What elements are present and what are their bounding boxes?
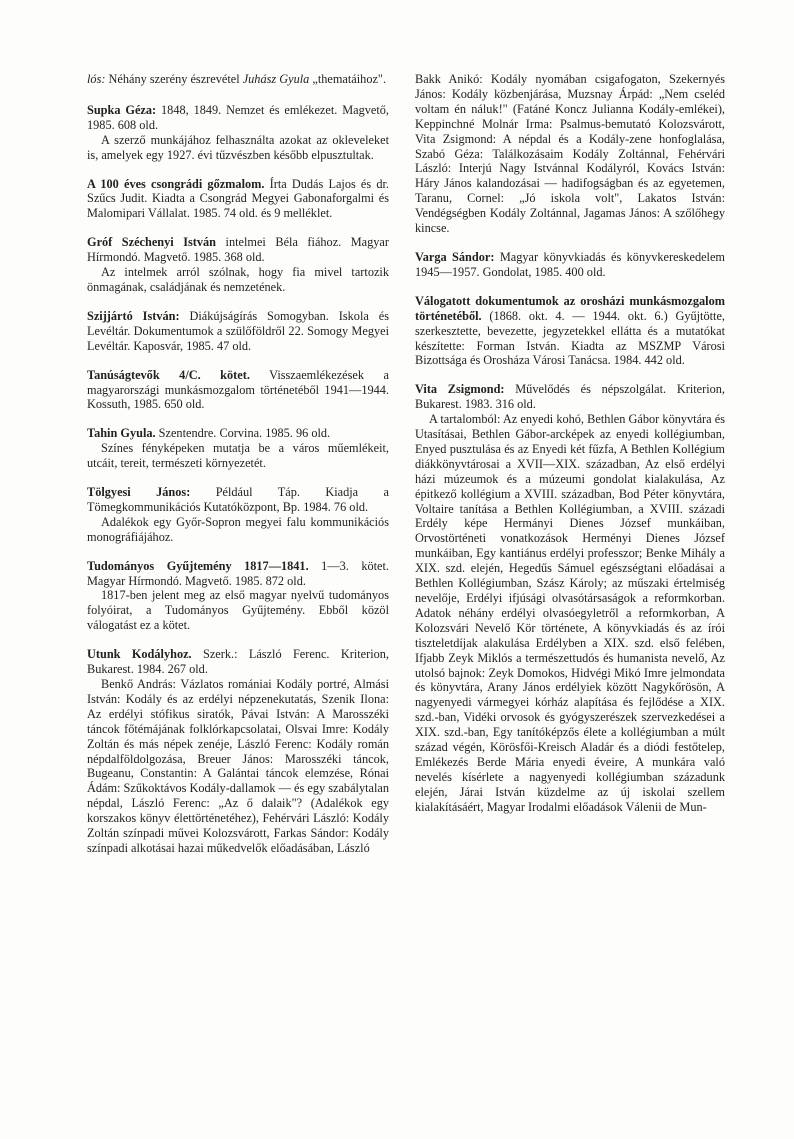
author-name: lós: (87, 72, 106, 86)
entry-continuation (415, 72, 725, 236)
entry-body: 1848, 1849. Nemzet és emlékezet. Magvető, 1985. 608 old. (87, 102, 389, 132)
entry-heading: A 100 éves csongrádi gőzmalom. (87, 176, 265, 191)
entry-heading: Gróf Széchenyi István (87, 235, 217, 250)
bibliography-entry (415, 250, 725, 280)
entry-body: 1—3. kötet. Magyar Hírmondó. Magvető. 1985. 872 old. (87, 558, 390, 588)
entry-annotation: Benkő András: Vázlatos romániai Kodály portré, Almási István: Kodály és az erdélyi népzenekutatás, Szenik Ilona: Az erdélyi stófikus siratók, Pávai István: A Marosszéki táncok főtémájának folklórkapcsolatai, Olsvai Imre: Kodály Zoltán és más népek zenéje, László Ferenc: Kodály román népdalföldolgozása, Breuer János: Marosszéki táncok, Bugeanu, Constantin: A Galántai táncok elemzése, Rónai Ádám: Szűkoktávos Kodály-dallamok — és egy szabálytalan népdal, László Ferenc: „Az ő dalaik"? (Adalékok egy korszakos könyv élettörténetéhez), Fehérvári László: Kodály Zoltán színpadi művei Kolozsvárott, Farkas Sándor: Kodály színpadi alkotásai hazai műkedvelők előadásában, László (87, 677, 389, 855)
entry-annotation: Az intelmek arról szólnak, hogy fia mivel tartozik önmagának, családjának és nemzetének. (87, 265, 389, 294)
bibliography-entry (87, 309, 389, 354)
bibliography-entry (87, 647, 389, 856)
entry-body: Diákújságírás Somogyban. Iskola és Levéltár. Dokumentumok a szülőföldről 22. Somogy Megyei Levéltár. Kaposvár, 1985. 47 old. (87, 308, 389, 353)
entry-annotation: 1817-ben jelent meg az első magyar nyelvű tudományos folyóirat, a Tudományos Gyűjtemény. Ebből közöl válogatást ez a kötet. (87, 588, 389, 633)
entry-heading: Tudományos Gyűjtemény 1817—1841. (87, 558, 309, 573)
entry-text: Néhány szerény észrevétel (105, 72, 243, 86)
entry-annotation: A szerző munkájához felhasználta azokat az okleveleket is, amelyek egy 1927. évi tűzvészben később elpusztultak. (87, 132, 389, 162)
bibliography-entry (415, 382, 725, 814)
entry-body: (1868. okt. 4. — 1944. okt. 6.) Gyűjtötte, szerkesztette, bevezette, jegyzetekkel ellátta és a mutatókat készítette: Forman István. Kiadta az MSZMP Városi Bizottsága és Orosháza Városi Tanácsa. 1984. 442 old. (415, 308, 725, 368)
bibliography-entry (87, 559, 389, 634)
entry-heading: Varga Sándor: (415, 249, 495, 264)
entry-annotation: Adalékok egy Győr-Sopron megyei falu kommunikációs monográfiájához. (87, 514, 389, 544)
bibliography-entry (415, 294, 725, 369)
bibliography-entry (87, 485, 389, 545)
entry-body: intelmei Béla fiához. Magyar Hírmondó. Magvető. 1985. 368 old. (87, 235, 389, 265)
entry-heading: Utunk Kodályhoz. (87, 647, 192, 662)
entry-body: Művelődés és népszolgálat. Kriterion, Bukarest. 1983. 316 old. (415, 382, 725, 412)
entry-body: Magyar könyvkiadás és könyvkereskedelem 1945—1957. Gondolat, 1985. 400 old. (415, 249, 725, 279)
author-name: Juhász Gyula (242, 72, 310, 86)
entry-heading: Supka Géza: (87, 102, 157, 117)
entry-annotation: Színes fényképeken mutatja be a város műemlékeit, utcáit, tereit, természeti környezetét. (87, 441, 389, 471)
entry-heading: Tahin Gyula. (87, 426, 156, 441)
entry-text: „thematáihoz". (309, 72, 387, 86)
entry-body: Szerk.: László Ferenc. Kriterion, Bukarest. 1984. 267 old. (87, 647, 389, 677)
bibliography-entry (87, 235, 389, 295)
entry-heading: Válogatott dokumentumok az orosházi munkásmozgalom történetéből. (415, 293, 725, 323)
entry-heading: Vita Zsigmond: (415, 382, 505, 397)
entry-heading: Szijjártó István: (87, 308, 180, 323)
bibliography-entry (87, 103, 389, 163)
bibliography-entry (87, 368, 389, 413)
entry-body: Visszaemlékezések a magyarországi munkásmozgalom történetéből 1941—1944. Kossuth, 1985. 650 old. (87, 367, 389, 412)
entry-body: Szentendre. Corvina. 1985. 96 old. (155, 426, 331, 441)
entry-heading: Tölgyesi János: (87, 485, 191, 500)
right-column (415, 72, 725, 829)
entry-heading: Tanúságtevők 4/C. kötet. (87, 367, 250, 382)
entry-continuation (87, 72, 389, 87)
bibliography-entry (87, 177, 389, 222)
entry-body: Írta Dudás Lajos és dr. Szűcs Judit. Kiadta a Csongrád Megyei Gabonaforgalmi és Malomipari Vállalat. 1985. 74 old. és 9 melléklet. (87, 176, 389, 221)
bibliography-entry (87, 426, 389, 471)
left-column (87, 72, 389, 870)
entry-annotation: A tartalomból: Az enyedi kohó, Bethlen Gábor könyvtára és Utasításai, Bethlen Gábor-arcképek az enyedi kollégiumban, Enyed pusztulása és az Enyedi két fűzfa, A Bethlen Kollégium diákkönyvtárosai a XVII—XIX. században, Az első erdélyi házi múzeumok és a múzeumi gondolat kialakulása, Az épitkező kollégium a XVIII. században, Bod Péter könyvtára, Voltaire tanítása a Bethlen Kollégiumban, a XVIII. századi Erdély képe Hermányi Dienes József munkáiban, Orvostörténeti vonatkozások Herményi Dienes József munkáiban, Egy kantiánus erdélyi professzor; Benke Mihály a XIX. szd. elején, Hegedűs Sámuel egészségtani előadásai a Bethlen Kollégiumban, Szász Károly; az műszaki értelmiség nevelője, Erdélyi ifjúsági olvasótársaságok a reformkorban. Adatok néhány erdélyi olvasóegyletről a reformkorban, A Kolozsvári Nevelő Kör története, A könyvkiadás és az írói tiszteletdíjak alakulása Erdélyben a XIX. szd. első felében, Ifjabb Zeyk Miklós a természettudós és humanista nevelő, Az utolsó bajnok: Zeyk Domokos, Hidvégi Mikó Imre jelmondata és könyvtára, Arany János erdélyiek között Nagykőrösön, A nagyenyedi vármegyei kórház alapítása és fejlődése a XIX. szd.-ban, Vidéki orvosok és gyógyszerészek szervezkedései a XIX. szd.-ban, Egy tanítóképzős élete a kollégiumban a múlt század végén, Körösfői-Kreisch Aladár és a diódi festőtelep, Emlékezés Berde Mária enyedi éveire, A munkára való nevelés kísérlete a nagyenyedi kollégiumban századunk elején, Járai István küzdelme az új iskolai szellem kialakításáért, Magyar Irodalmi előadások Válenii de Mun- (415, 412, 725, 814)
entry-body: Például Táp. Kiadja a Tömegkommunikációs Kutatóközpont, Bp. 1984. 76 old. (87, 485, 389, 514)
entry-annotation: Bakk Anikó: Kodály nyomában csigafogaton, Szekernyés János: Kodály közbenjárása, Muzsnay Árpád: „Nem cseléd voltam én náluk!" (Fatáné Koncz Julianna Kodály-emlékei), Keppinchné Molnár Irma: Psalmus-bemutató Kolozsvárott, Vita Zsigmond: A népdal és a Kodály-zene honfoglalása, Szabó Géza: Találkozásaim Kodály Zoltánnal, Fehérvári László: Interjú Nagy Istvánnal Kodályról, Kovács István: Háry János kalandozásai — hadifogságban és az egyetemen, Taranu, Cornel: „Jó iskola volt", Lakatos István: Vendégségben Kodály Zoltánnal, Jagamas János: A szőlőhegy kincse. (415, 72, 725, 236)
